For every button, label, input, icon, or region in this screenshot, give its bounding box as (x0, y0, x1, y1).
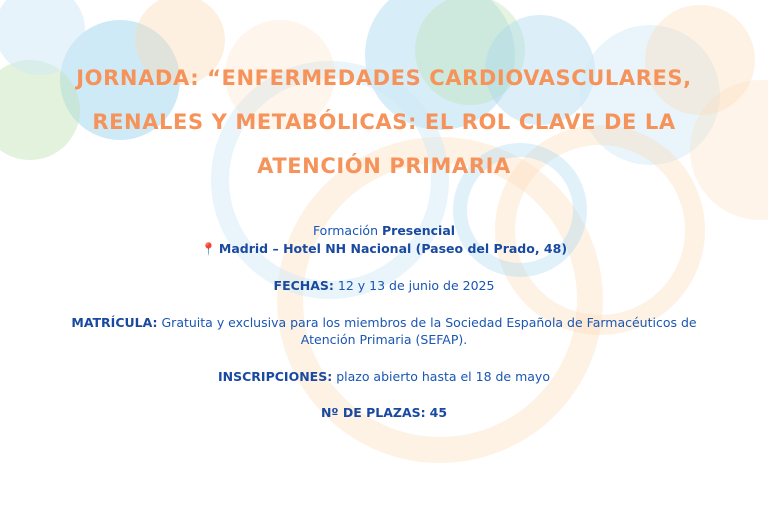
title-line: ATENCIÓN PRIMARIA (257, 154, 511, 178)
dates-value: 12 y 13 de junio de 2025 (337, 278, 495, 293)
format-prefix: Formación (312, 223, 379, 238)
registration-value: plazo abierto hasta el 18 de mayo (336, 369, 550, 384)
places-value: 45 (429, 405, 448, 420)
enrollment-line (60, 314, 708, 348)
location-line (40, 240, 728, 258)
format-line (40, 222, 728, 239)
dates-line (40, 277, 728, 294)
map-pin-icon: 📍 (200, 242, 216, 256)
registration-label: INSCRIPCIONES: (218, 369, 333, 384)
places-line (40, 404, 728, 421)
enrollment-value: Gratuita y exclusiva para los miembros de la Sociedad Española de Farmacéuticos de Atención Primaria (SEFAP). (161, 315, 697, 347)
dates-label: FECHAS: (273, 278, 334, 293)
enrollment-label: MATRÍCULA: (71, 315, 158, 330)
format-value: Presencial (382, 223, 456, 238)
places-label: Nº DE PLAZAS: (320, 405, 426, 420)
registration-line (40, 368, 728, 385)
event-title (40, 56, 728, 188)
location-text: Madrid – Hotel NH Nacional (Paseo del Prado, 48) (218, 241, 568, 256)
title-line: RENALES Y METABÓLICAS: EL ROL CLAVE DE LA (92, 110, 676, 134)
title-line: JORNADA: “ENFERMEDADES CARDIOVASCULARES, (76, 66, 692, 90)
